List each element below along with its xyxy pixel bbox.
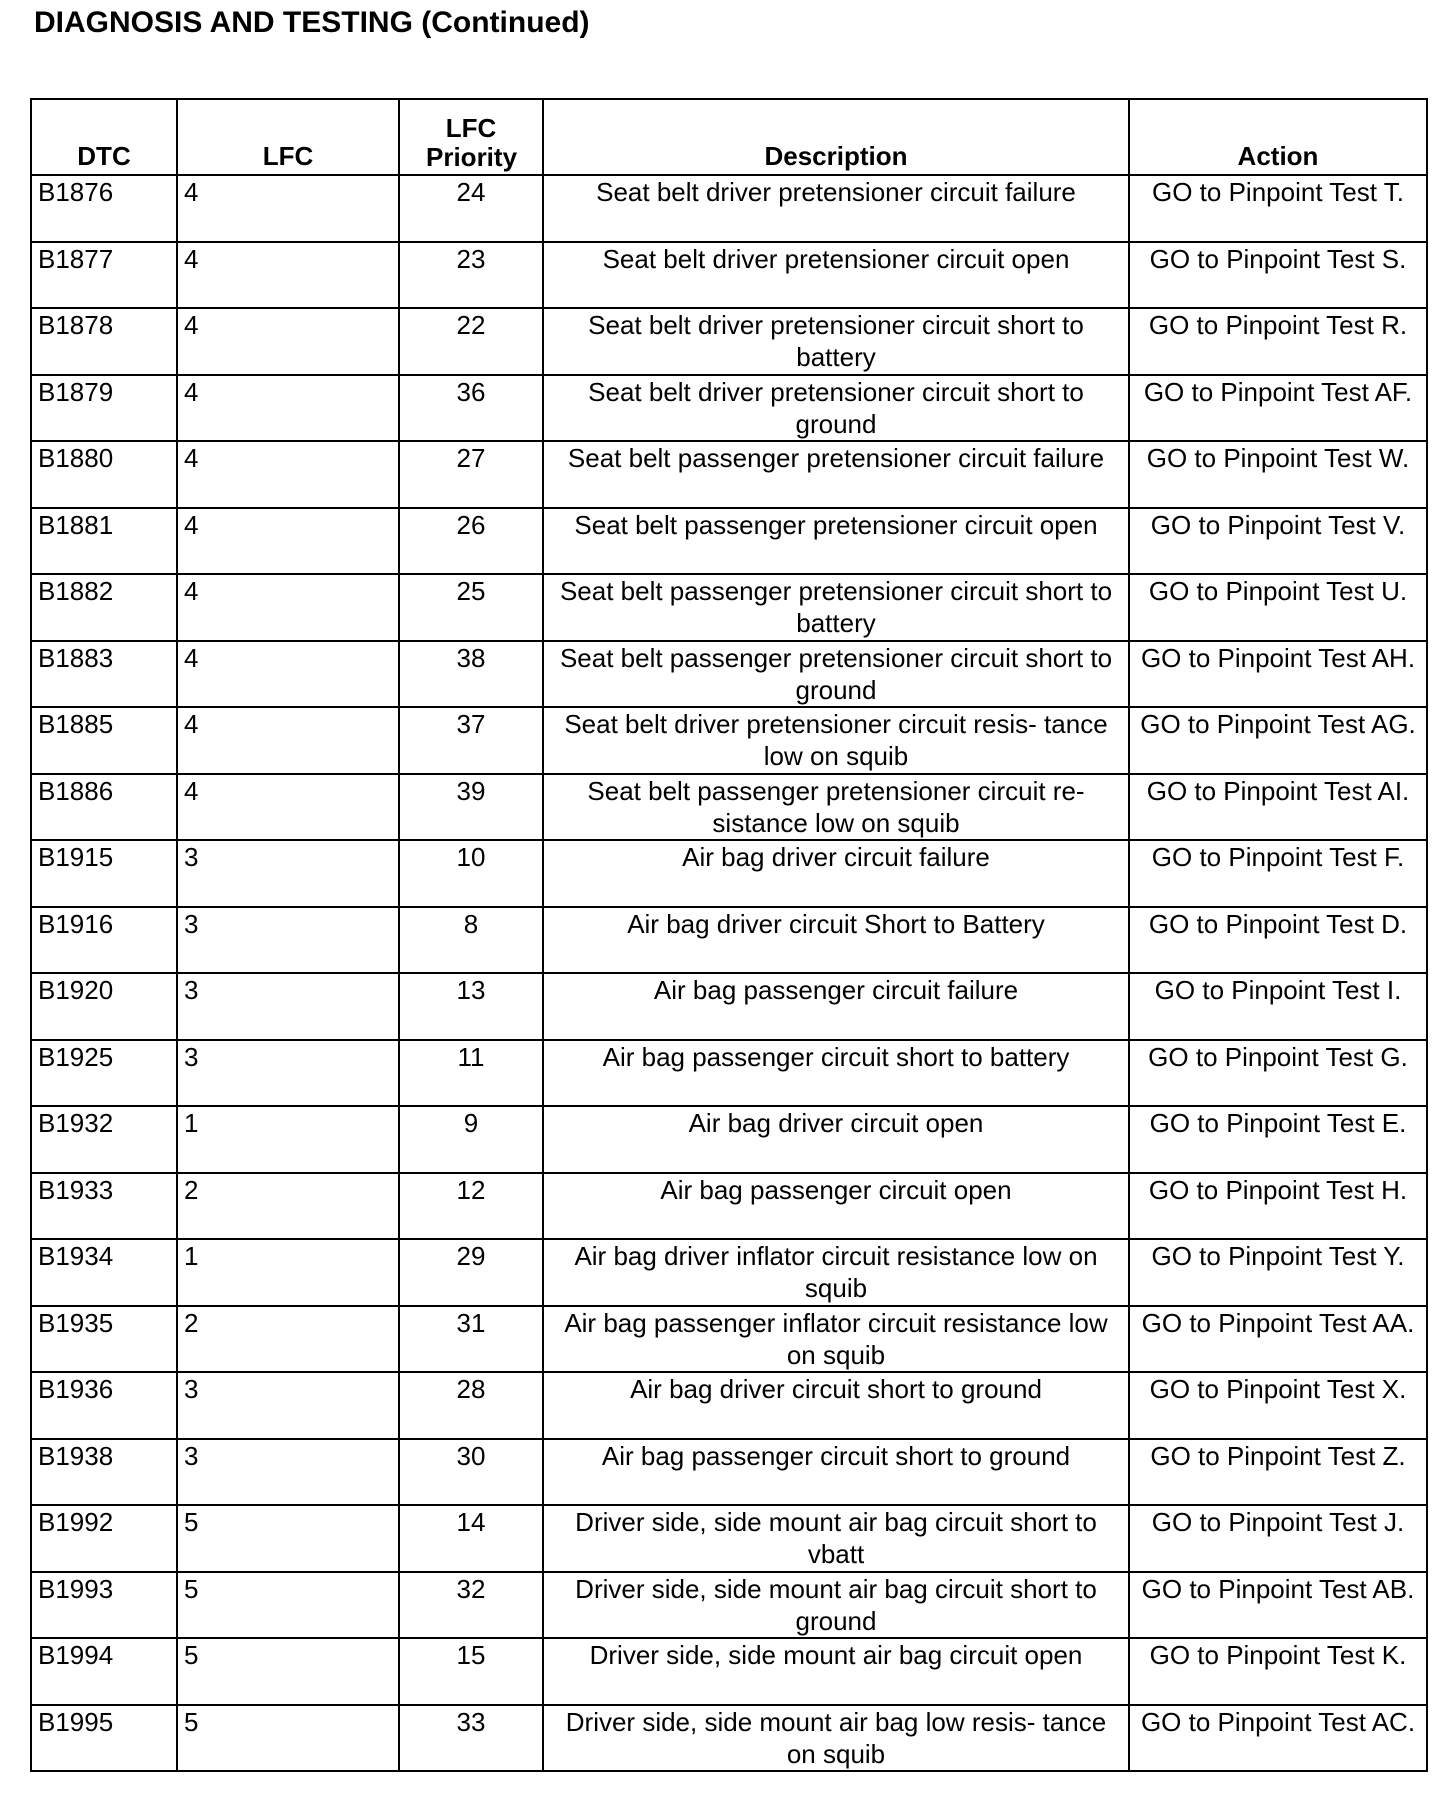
cell-lfc-priority: 33: [399, 1705, 543, 1772]
table-row: [31, 1306, 1427, 1373]
cell-lfc: 4: [177, 707, 399, 774]
cell-action: GO to Pinpoint Test F.: [1129, 840, 1427, 907]
cell-lfc-priority: 12: [399, 1173, 543, 1240]
cell-lfc-priority: 30: [399, 1439, 543, 1506]
cell-lfc-priority: 36: [399, 375, 543, 442]
cell-lfc: 4: [177, 308, 399, 375]
cell-lfc-priority: 10: [399, 840, 543, 907]
table-row: [31, 1505, 1427, 1572]
cell-dtc: B1880: [31, 441, 177, 508]
cell-lfc: 1: [177, 1106, 399, 1173]
cell-description: Air bag driver inflator circuit resistance low on squib: [543, 1239, 1129, 1306]
cell-lfc-priority: 39: [399, 774, 543, 841]
cell-dtc: B1934: [31, 1239, 177, 1306]
cell-action: GO to Pinpoint Test H.: [1129, 1173, 1427, 1240]
cell-lfc: 4: [177, 641, 399, 708]
table-row: [31, 641, 1427, 708]
cell-description: Seat belt driver pretensioner circuit short to battery: [543, 308, 1129, 375]
cell-lfc: 4: [177, 774, 399, 841]
cell-description: Driver side, side mount air bag circuit short to ground: [543, 1572, 1129, 1639]
cell-dtc: B1993: [31, 1572, 177, 1639]
table-row: [31, 1040, 1427, 1107]
cell-dtc: B1994: [31, 1638, 177, 1705]
column-header-dtc: DTC: [31, 99, 177, 175]
cell-dtc: B1938: [31, 1439, 177, 1506]
cell-lfc-priority: 28: [399, 1372, 543, 1439]
cell-dtc: B1885: [31, 707, 177, 774]
cell-lfc-priority: 25: [399, 574, 543, 641]
cell-action: GO to Pinpoint Test Y.: [1129, 1239, 1427, 1306]
column-header-action: Action: [1129, 99, 1427, 175]
cell-lfc: 4: [177, 508, 399, 575]
table-row: [31, 973, 1427, 1040]
cell-lfc: 5: [177, 1705, 399, 1772]
cell-lfc: 3: [177, 1372, 399, 1439]
cell-lfc-priority: 8: [399, 907, 543, 974]
cell-description: Air bag driver circuit short to ground: [543, 1372, 1129, 1439]
dtc-table: [30, 98, 1428, 1772]
table-row: [31, 774, 1427, 841]
cell-description: Seat belt driver pretensioner circuit open: [543, 242, 1129, 309]
cell-lfc-priority: 38: [399, 641, 543, 708]
cell-dtc: B1935: [31, 1306, 177, 1373]
cell-dtc: B1878: [31, 308, 177, 375]
cell-description: Seat belt passenger pretensioner circuit short to ground: [543, 641, 1129, 708]
cell-action: GO to Pinpoint Test Z.: [1129, 1439, 1427, 1506]
column-header-lfc-priority-label: LFC Priority: [426, 113, 518, 172]
cell-dtc: B1932: [31, 1106, 177, 1173]
cell-dtc: B1915: [31, 840, 177, 907]
cell-dtc: B1936: [31, 1372, 177, 1439]
cell-dtc: B1877: [31, 242, 177, 309]
cell-description: Air bag passenger circuit short to ground: [543, 1439, 1129, 1506]
table-row: [31, 1173, 1427, 1240]
cell-lfc: 4: [177, 375, 399, 442]
cell-action: GO to Pinpoint Test AF.: [1129, 375, 1427, 442]
cell-action: GO to Pinpoint Test AI.: [1129, 774, 1427, 841]
table-row: [31, 1705, 1427, 1772]
cell-lfc-priority: 11: [399, 1040, 543, 1107]
cell-lfc: 4: [177, 441, 399, 508]
cell-action: GO to Pinpoint Test R.: [1129, 308, 1427, 375]
cell-description: Seat belt passenger pretensioner circuit re- sistance low on squib: [543, 774, 1129, 841]
cell-description: Air bag driver circuit failure: [543, 840, 1129, 907]
cell-lfc: 2: [177, 1306, 399, 1373]
cell-description: Seat belt passenger pretensioner circuit failure: [543, 441, 1129, 508]
cell-description: Air bag driver circuit Short to Battery: [543, 907, 1129, 974]
cell-lfc-priority: 37: [399, 707, 543, 774]
cell-lfc: 4: [177, 175, 399, 242]
cell-lfc: 2: [177, 1173, 399, 1240]
table-row: [31, 308, 1427, 375]
cell-description: Air bag passenger inflator circuit resistance low on squib: [543, 1306, 1129, 1373]
cell-dtc: B1876: [31, 175, 177, 242]
cell-description: Air bag passenger circuit short to battery: [543, 1040, 1129, 1107]
cell-lfc: 3: [177, 840, 399, 907]
cell-lfc-priority: 31: [399, 1306, 543, 1373]
table-row: [31, 907, 1427, 974]
cell-lfc: 3: [177, 973, 399, 1040]
table-row: [31, 441, 1427, 508]
cell-lfc-priority: 32: [399, 1572, 543, 1639]
table-row: [31, 1572, 1427, 1639]
cell-action: GO to Pinpoint Test U.: [1129, 574, 1427, 641]
cell-dtc: B1992: [31, 1505, 177, 1572]
cell-lfc: 1: [177, 1239, 399, 1306]
cell-lfc: 3: [177, 1040, 399, 1107]
cell-action: GO to Pinpoint Test G.: [1129, 1040, 1427, 1107]
cell-description: Seat belt passenger pretensioner circuit short to battery: [543, 574, 1129, 641]
cell-dtc: B1925: [31, 1040, 177, 1107]
page-title: DIAGNOSIS AND TESTING (Continued): [34, 6, 590, 39]
column-header-description: Description: [543, 99, 1129, 175]
cell-dtc: B1883: [31, 641, 177, 708]
cell-description: Seat belt driver pretensioner circuit short to ground: [543, 375, 1129, 442]
cell-dtc: B1920: [31, 973, 177, 1040]
cell-dtc: B1995: [31, 1705, 177, 1772]
cell-dtc: B1882: [31, 574, 177, 641]
cell-dtc: B1916: [31, 907, 177, 974]
cell-action: GO to Pinpoint Test K.: [1129, 1638, 1427, 1705]
cell-action: GO to Pinpoint Test I.: [1129, 973, 1427, 1040]
cell-description: Seat belt driver pretensioner circuit resis- tance low on squib: [543, 707, 1129, 774]
cell-action: GO to Pinpoint Test V.: [1129, 508, 1427, 575]
table-row: [31, 707, 1427, 774]
table-row: [31, 242, 1427, 309]
cell-description: Air bag driver circuit open: [543, 1106, 1129, 1173]
cell-action: GO to Pinpoint Test AG.: [1129, 707, 1427, 774]
cell-action: GO to Pinpoint Test AH.: [1129, 641, 1427, 708]
cell-description: Air bag passenger circuit open: [543, 1173, 1129, 1240]
cell-lfc-priority: 23: [399, 242, 543, 309]
column-header-lfc-priority: [399, 99, 543, 175]
cell-lfc-priority: 29: [399, 1239, 543, 1306]
cell-action: GO to Pinpoint Test AC.: [1129, 1705, 1427, 1772]
cell-dtc: B1879: [31, 375, 177, 442]
cell-action: GO to Pinpoint Test D.: [1129, 907, 1427, 974]
cell-dtc: B1881: [31, 508, 177, 575]
table-header-row: [31, 99, 1427, 175]
cell-action: GO to Pinpoint Test AB.: [1129, 1572, 1427, 1639]
table-row: [31, 1239, 1427, 1306]
cell-description: Seat belt driver pretensioner circuit failure: [543, 175, 1129, 242]
cell-lfc-priority: 26: [399, 508, 543, 575]
cell-description: Driver side, side mount air bag low resis- tance on squib: [543, 1705, 1129, 1772]
cell-action: GO to Pinpoint Test E.: [1129, 1106, 1427, 1173]
cell-lfc-priority: 24: [399, 175, 543, 242]
table-row: [31, 508, 1427, 575]
cell-description: Seat belt passenger pretensioner circuit open: [543, 508, 1129, 575]
cell-lfc-priority: 13: [399, 973, 543, 1040]
cell-dtc: B1933: [31, 1173, 177, 1240]
cell-lfc-priority: 15: [399, 1638, 543, 1705]
table-body: [31, 175, 1427, 1771]
cell-lfc: 3: [177, 907, 399, 974]
cell-lfc-priority: 14: [399, 1505, 543, 1572]
column-header-lfc: LFC: [177, 99, 399, 175]
cell-action: GO to Pinpoint Test X.: [1129, 1372, 1427, 1439]
cell-action: GO to Pinpoint Test W.: [1129, 441, 1427, 508]
table-row: [31, 1372, 1427, 1439]
table-row: [31, 1638, 1427, 1705]
table-row: [31, 1439, 1427, 1506]
table-row: [31, 175, 1427, 242]
cell-lfc-priority: 27: [399, 441, 543, 508]
cell-description: Driver side, side mount air bag circuit short to vbatt: [543, 1505, 1129, 1572]
cell-lfc: 5: [177, 1638, 399, 1705]
table-row: [31, 1106, 1427, 1173]
cell-lfc-priority: 22: [399, 308, 543, 375]
cell-description: Air bag passenger circuit failure: [543, 973, 1129, 1040]
cell-lfc: 4: [177, 242, 399, 309]
cell-lfc: 5: [177, 1572, 399, 1639]
cell-lfc: 3: [177, 1439, 399, 1506]
cell-lfc-priority: 9: [399, 1106, 543, 1173]
cell-lfc: 4: [177, 574, 399, 641]
table-row: [31, 375, 1427, 442]
cell-description: Driver side, side mount air bag circuit open: [543, 1638, 1129, 1705]
cell-dtc: B1886: [31, 774, 177, 841]
cell-lfc: 5: [177, 1505, 399, 1572]
cell-action: GO to Pinpoint Test T.: [1129, 175, 1427, 242]
cell-action: GO to Pinpoint Test J.: [1129, 1505, 1427, 1572]
table-row: [31, 574, 1427, 641]
table-row: [31, 840, 1427, 907]
cell-action: GO to Pinpoint Test AA.: [1129, 1306, 1427, 1373]
cell-action: GO to Pinpoint Test S.: [1129, 242, 1427, 309]
